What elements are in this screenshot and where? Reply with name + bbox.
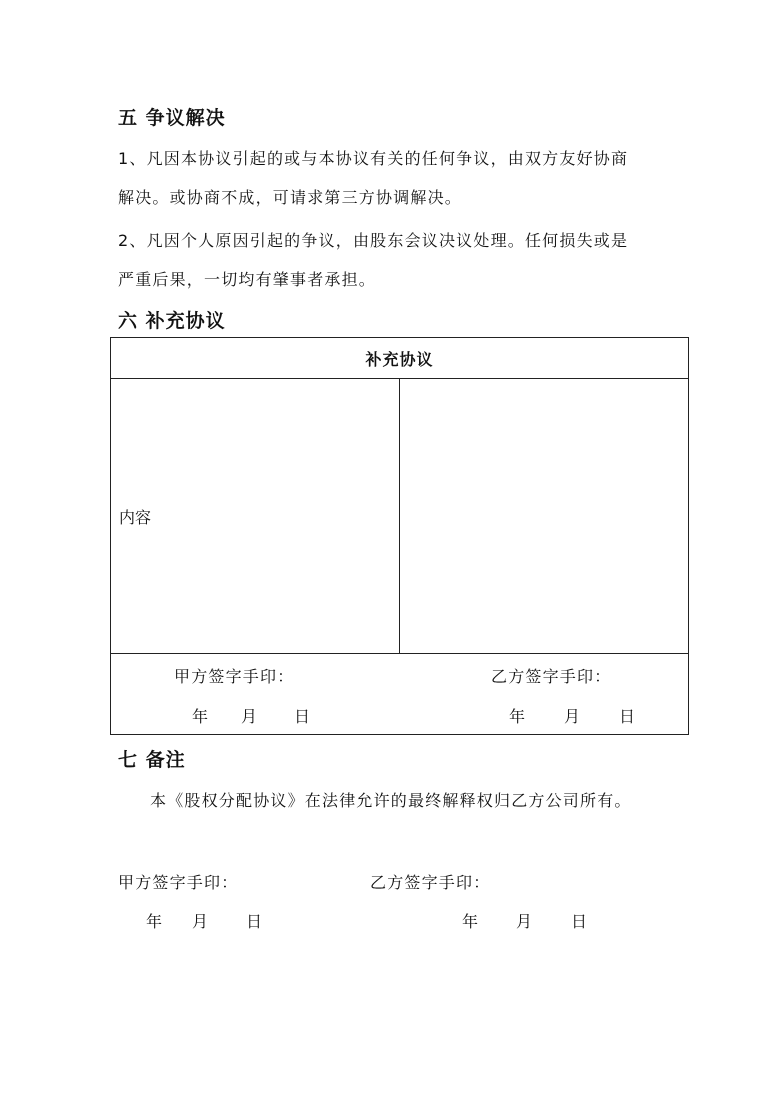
section-7-note: 本《股权分配协议》在法律允许的最终解释权归乙方公司所有。 [150, 791, 632, 810]
section-7-heading: 七 备注 [118, 749, 186, 771]
section-5-heading: 五 争议解决 [118, 107, 226, 129]
table-party-a-year: 年 [192, 707, 210, 726]
table-signature-row [111, 654, 689, 735]
section-5-paragraph-2-line-2: 严重后果，一切均有肇事者承担。 [118, 270, 377, 289]
party-b-year: 年 [462, 912, 480, 931]
party-a-day: 日 [246, 912, 264, 931]
party-a-sign-label: 甲方签字手印： [118, 873, 239, 892]
content-area[interactable] [400, 379, 689, 654]
party-a-year: 年 [146, 912, 164, 931]
table-party-a-sign-label: 甲方签字手印： [174, 667, 295, 686]
table-party-b-month: 月 [564, 707, 582, 726]
section-5-paragraph-2-line-1: 2、凡因个人原因引起的争议，由股东会议决议处理。任何损失或是 [118, 231, 629, 250]
table-party-b-year: 年 [509, 707, 527, 726]
table-party-a-day: 日 [294, 707, 312, 726]
table-party-b-sign-label: 乙方签字手印： [491, 667, 612, 686]
party-a-month: 月 [192, 912, 210, 931]
supplementary-agreement-table [110, 337, 689, 735]
section-6-heading: 六 补充协议 [118, 310, 226, 332]
section-5-paragraph-1-line-2: 解决。或协商不成，可请求第三方协调解决。 [118, 188, 463, 207]
table-title: 补充协议 [111, 338, 689, 379]
party-b-month: 月 [516, 912, 534, 931]
section-5-paragraph-1-line-1: 1、凡因本协议引起的或与本协议有关的任何争议，由双方友好协商 [118, 149, 629, 168]
content-label: 内容 [111, 379, 400, 654]
party-b-day: 日 [571, 912, 589, 931]
table-party-a-month: 月 [241, 707, 259, 726]
party-b-sign-label: 乙方签字手印： [370, 873, 491, 892]
table-party-b-day: 日 [619, 707, 637, 726]
